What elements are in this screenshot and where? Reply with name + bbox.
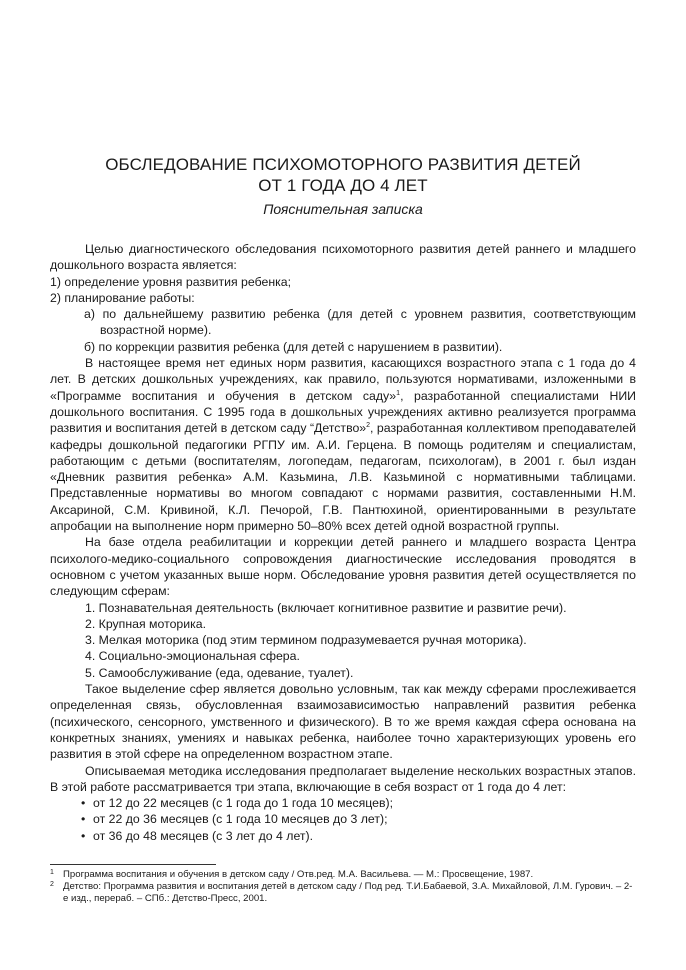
footnote-ref-1: 1 (396, 389, 401, 397)
bullet-icon: • (81, 828, 86, 843)
footnote-ref-2: 2 (366, 422, 371, 430)
stage-text: от 12 до 22 месяцев (с 1 года до 1 года 10 месяцев); (93, 796, 394, 811)
footnote-text: Детство: Программа развития и воспитания детей в детском саду / Под ред. Т.И.Бабаевой, З.А. Михайловой, Л.М. Гурович. – 2-е изд., перераб. – СПб.: Детство-Пресс, 2001. (63, 881, 633, 905)
norms-text-2: , разработанной специалистами НИИ дошкольного воспитания. С 1995 года в дошкольных учреждениях активно реализуется программа развития и воспитания детей в детском саду “Детство» (50, 388, 636, 436)
goal-subitem: б) по коррекции развития ребенка (для детей с нарушением в развитии). (84, 339, 503, 354)
title-line-2: ОТ 1 ГОДА ДО 4 ЛЕТ (258, 176, 428, 195)
footnote-mark: 2 (50, 881, 54, 889)
footnote (50, 881, 636, 905)
footnote-divider (50, 864, 216, 865)
footnote (50, 869, 636, 881)
intro-paragraph: Целью диагностического обследования психомоторного развития детей раннего и младшего дошкольного возраста является: (50, 242, 636, 273)
footnotes (50, 869, 636, 906)
stage-item (50, 811, 636, 827)
norms-paragraph (50, 355, 636, 534)
goal-item: 1) определение уровня развития ребенка; (50, 274, 292, 289)
norms-text-1: В настоящее время нет единых норм развития, касающихся возрастного этапа с 1 года до 4 лет. В детских дошкольных учреждениях, как правило, пользуются нормативами, изложенными в «Программе воспитания и обучения в детском саду» (50, 356, 636, 403)
footnote-mark: 1 (50, 869, 54, 876)
stage-item (50, 795, 636, 811)
bullet-icon: • (81, 796, 86, 811)
stage-text: от 36 до 48 месяцев (с 3 лет до 4 лет). (93, 828, 314, 843)
sphere-item: 1. Познавательная деятельность (включает когнитивное развитие и развитие речи). (85, 600, 567, 615)
sphere-item: 3. Мелкая моторика (под этим термином подразумевается ручная моторика). (85, 633, 527, 648)
sphere-item: 5. Самообслуживание (еда, одевание, туалет). (85, 665, 354, 680)
sphere-item: 2. Крупная моторика. (85, 616, 207, 631)
subtitle: Пояснительная записка (263, 201, 423, 217)
stage-item (50, 828, 636, 844)
goal-item: 2) планирование работы: (50, 290, 195, 305)
method-paragraph: Описываемая методика исследования предполагает выделение нескольких возрастных этапов. В этой работе рассматривается три этапа, включающие в себя возраст от 1 года до 4 лет: (50, 763, 636, 794)
stage-text: от 22 до 36 месяцев (с 1 года 10 месяцев до 3 лет); (93, 812, 388, 827)
page-title (0, 154, 686, 196)
title-line-1: ОБСЛЕДОВАНИЕ ПСИХОМОТОРНОГО РАЗВИТИЯ ДЕТЕЙ (105, 155, 581, 174)
footnote-text: Программа воспитания и обучения в детском саду / Отв.ред. М.А. Васильева. — М.: Просвещение, 1987. (63, 869, 534, 880)
spheres-paragraph: Такое выделение сфер является довольно условным, так как между сферами прослеживается определенная связь, обусловленная взаимозависимостью направлений развития ребенка (психического, сенсорного, умственного и физического). В то же время каждая сфера основана на конкретных знаниях, умениях и навыках ребенка, наиболее точно характеризующих уровень его развития в этой сфере на определенном возрастном этапе. (50, 682, 636, 762)
bullet-icon: • (81, 812, 86, 827)
center-paragraph: На базе отдела реабилитации и коррекции детей раннего и младшего возраста Центра психолого-медико-социального сопровождения диагностические исследования проводятся в основном с учетом указанных выше норм. Обследование уровня развития детей осуществляется по следующим сферам: (50, 535, 636, 599)
goal-subitem: а) по дальнейшему развитию ребенка (для детей с уровнем развития, соответствующим возрастной норме). (84, 307, 636, 338)
body-text (50, 241, 636, 844)
sphere-item: 4. Социально-эмоциональная сфера. (85, 649, 300, 664)
norms-text-3: , разработанная коллективом преподавателей кафедры дошкольной педагогики РГПУ им. А.И. Герцена. В помощь родителям и специалистам, работающим с детьми (воспитателям, логопедам, педагогам, психологам), в 2001 г. был издан «Дневник развития ребенка» А.М. Казьмина, Л.В. Казьминой с нормативными таблицами. Представленные нормативы во многом совпадают с нормами развития, составленными Н.М. Аксариной, С.М. Кривиной, К.Л. Печорой, Г.В. Пантюхиной, ориентированными в результате апробации на выполнение норм примерно 50–80% всех детей одной возрастной группы. (50, 421, 636, 534)
